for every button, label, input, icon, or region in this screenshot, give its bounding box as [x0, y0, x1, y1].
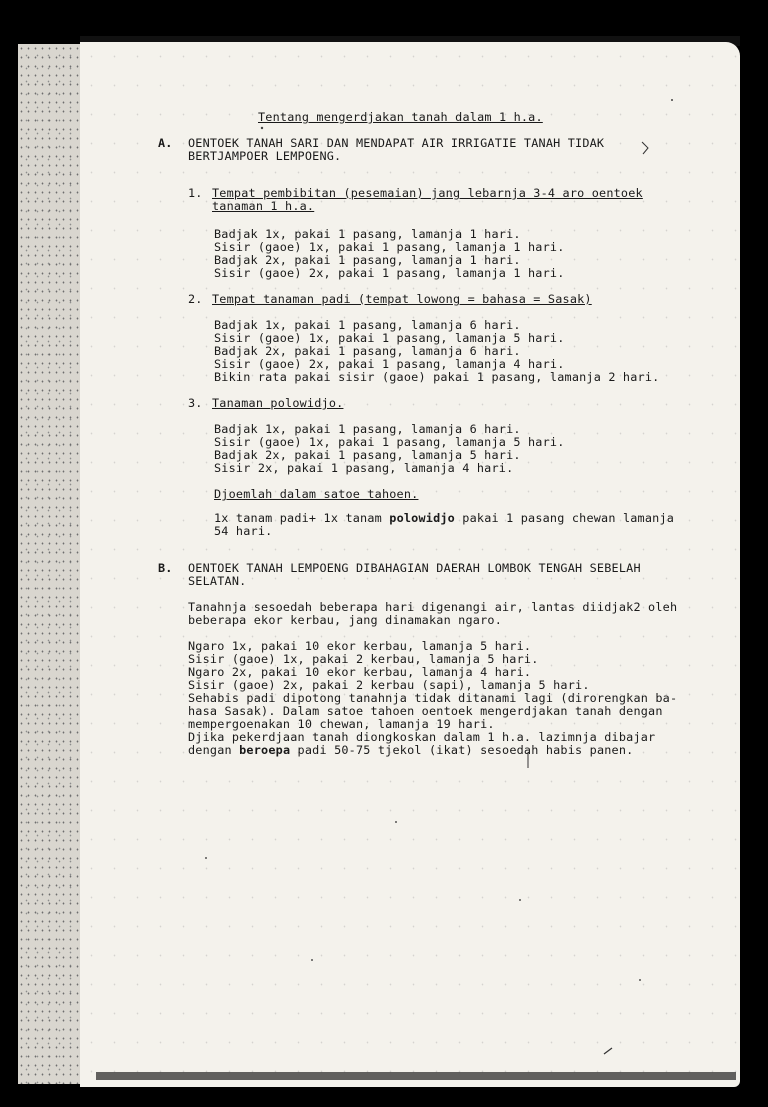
item-3-title: Tanaman polowidjo. — [212, 396, 344, 410]
section-a-heading-1: OENTOEK TANAH SARI DAN MENDAPAT AIR IRRIGATIE TANAH TIDAK — [188, 136, 605, 150]
summary-text-bold: polowidjo — [389, 511, 455, 525]
section-b-line: Ngaro 2x, pakai 10 ekor kerbau, lamanja 4 hari. — [188, 665, 532, 679]
section-b-heading-2: SELATAN. — [188, 574, 247, 588]
section-b-line: hasa Sasak). Dalam satoe tahoen oentoek mengerdjakan tanah dengan — [188, 704, 663, 718]
speck — [639, 979, 641, 981]
item-3-line: Badjak 2x, pakai 1 pasang, lamanja 5 hari. — [214, 448, 521, 462]
section-b-line: Ngaro 1x, pakai 10 ekor kerbau, lamanja 5 hari. — [188, 639, 532, 653]
item-1-number: 1. — [188, 186, 203, 200]
section-b-heading-1: OENTOEK TANAH LEMPOENG DIBAHAGIAN DAERAH LOMBOK TENGAH SEBELAH — [188, 561, 641, 575]
last-line-text-a: dengan — [188, 743, 240, 757]
item-1-line: Sisir (gaoe) 2x, pakai 1 pasang, lamanja 1 hari. — [214, 266, 565, 280]
last-line-text-bold: beroepa — [239, 743, 291, 757]
item-3-line: Sisir 2x, pakai 1 pasang, lamanja 4 hari. — [214, 461, 514, 475]
item-2-title: Tempat tanaman padi (tempat lowong = bahasa = Sasak) — [212, 292, 592, 306]
item-2-line: Sisir (gaoe) 1x, pakai 1 pasang, lamanja 5 hari. — [214, 331, 565, 345]
section-b-line: Sisir (gaoe) 1x, pakai 2 kerbau, lamanja 5 hari. — [188, 652, 539, 666]
summary-heading: Djoemlah dalam satoe tahoen. — [214, 487, 419, 501]
speck — [261, 127, 263, 129]
item-2-line: Badjak 2x, pakai 1 pasang, lamanja 6 hari. — [214, 344, 521, 358]
last-line-text-b: padi 50-75 tjekol (ikat) sesoedah habis panen. — [290, 743, 634, 757]
section-b-marker: B. — [158, 561, 173, 575]
document-title: Tentang mengerdjakan tanah dalam 1 h.a. — [258, 110, 543, 124]
item-1-title-2: tanaman 1 h.a. — [212, 199, 315, 213]
item-3-line: Badjak 1x, pakai 1 pasang, lamanja 6 hari. — [214, 422, 521, 436]
item-1-title-1: Tempat pembibitan (pesemaian) jang lebarnja 3-4 aro oentoek — [212, 186, 643, 200]
section-a-heading-2: BERTJAMPOER LEMPOENG. — [188, 149, 342, 163]
section-b-line: Sisir (gaoe) 2x, pakai 2 kerbau (sapi), lamanja 5 hari. — [188, 678, 590, 692]
speck — [205, 857, 207, 859]
summary-text-b: pakai 1 pasang chewan lamanja — [455, 511, 675, 525]
section-b-line: Djika pekerdjaan tanah diongkoskan dalam 1 h.a. lazimnja dibajar — [188, 730, 656, 744]
speck — [519, 899, 521, 901]
item-1-line: Badjak 2x, pakai 1 pasang, lamanja 1 hari. — [214, 253, 521, 267]
item-3-line: Sisir (gaoe) 1x, pakai 1 pasang, lamanja 5 hari. — [214, 435, 565, 449]
item-2-line: Sisir (gaoe) 2x, pakai 1 pasang, lamanja 4 hari. — [214, 357, 565, 371]
item-2-number: 2. — [188, 292, 203, 306]
pen-stroke — [604, 1048, 612, 1054]
section-b-line: mempergoenakan 10 chewan, lamanja 19 hari. — [188, 717, 495, 731]
item-2-line: Bikin rata pakai sisir (gaoe) pakai 1 pasang, lamanja 2 hari. — [214, 370, 660, 384]
speck — [395, 821, 397, 823]
section-b-intro: Tanahnja sesoedah beberapa hari digenangi air, lantas diidjak2 oleh — [188, 600, 678, 614]
margin-mark — [642, 142, 648, 154]
item-2-line: Badjak 1x, pakai 1 pasang, lamanja 6 hari. — [214, 318, 521, 332]
section-b-line: Sehabis padi dipotong tanahnja tidak ditanami lagi (dirorengkan ba- — [188, 691, 678, 705]
item-3-number: 3. — [188, 396, 203, 410]
speck — [671, 99, 673, 101]
section-b-intro: beberapa ekor kerbau, jang dinamakan ngaro. — [188, 613, 502, 627]
item-1-line: Badjak 1x, pakai 1 pasang, lamanja 1 hari. — [214, 227, 521, 241]
summary-line-2: 54 hari. — [214, 524, 273, 538]
section-a-marker: A. — [158, 136, 173, 150]
speck — [311, 959, 313, 961]
summary-text-a: 1x tanam padi+ 1x tanam — [214, 511, 390, 525]
item-1-line: Sisir (gaoe) 1x, pakai 1 pasang, lamanja 1 hari. — [214, 240, 565, 254]
